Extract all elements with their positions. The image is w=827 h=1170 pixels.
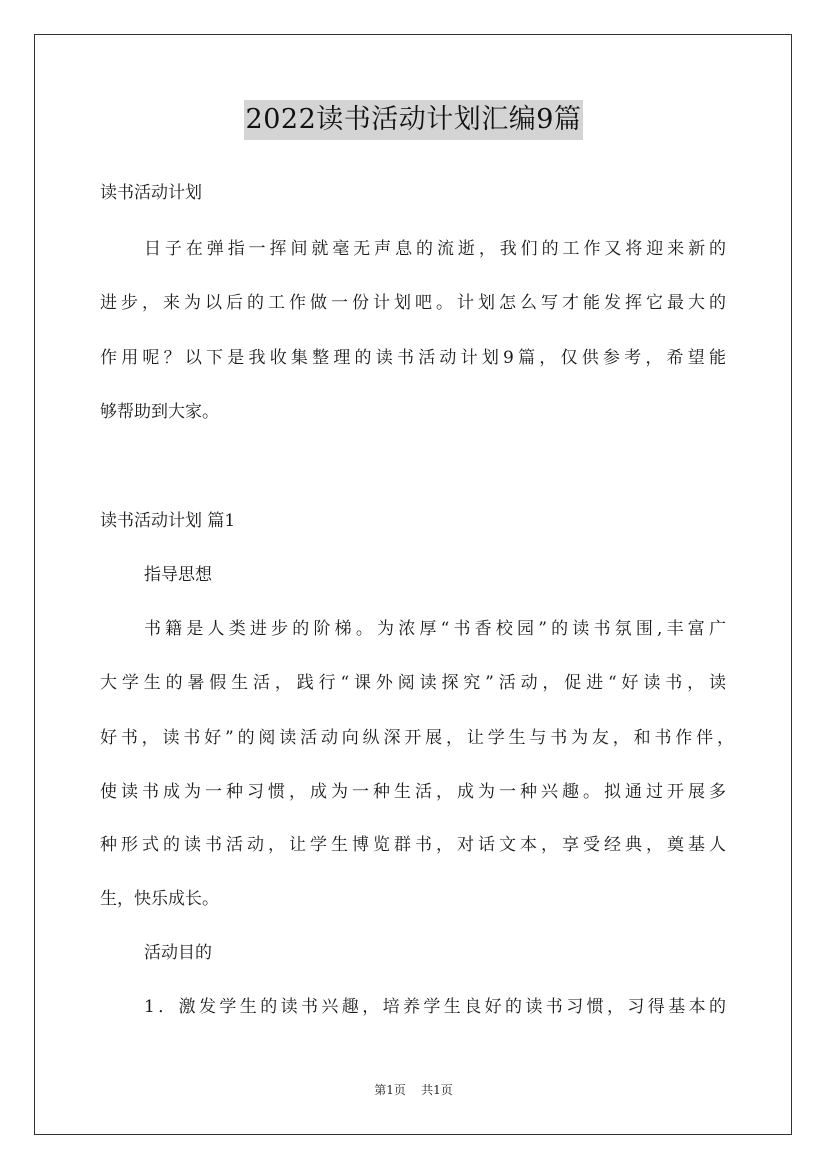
page-footer — [0, 1082, 827, 1098]
title-container — [0, 100, 827, 140]
intro-line-3: 作用呢？以下是我收集整理的读书活动计划9篇，仅供参考，希望能 — [100, 348, 726, 368]
part1-heading: 读书活动计划 篇1 — [100, 511, 236, 531]
document-title: 2022读书活动计划汇编9篇 — [244, 100, 584, 140]
purpose-item-1: 1．激发学生的读书兴趣，培养学生良好的读书习惯，习得基本的 — [144, 997, 726, 1017]
guiding-line-6: 生，快乐成长。 — [100, 889, 219, 909]
intro-line-4: 够帮助到大家。 — [100, 402, 219, 422]
intro-line-2: 进步，来为以后的工作做一份计划吧。计划怎么写才能发挥它最大的 — [100, 293, 726, 313]
guiding-line-1: 书籍是人类进步的阶梯。为浓厚“书香校园”的读书氛围,丰富广 — [144, 619, 726, 639]
footer-page-number: 第1页 — [374, 1083, 406, 1097]
guiding-line-4: 使读书成为一种习惯，成为一种生活，成为一种兴趣。拟通过开展多 — [100, 782, 726, 802]
guiding-line-2: 大学生的暑假生活，践行“课外阅读探究”活动，促进“好读书，读 — [100, 673, 726, 693]
guiding-line-3: 好书，读书好”的阅读活动向纵深开展，让学生与书为友，和书作伴， — [100, 728, 734, 748]
intro-line-1: 日子在弹指一挥间就毫无声息的流逝，我们的工作又将迎来新的 — [144, 239, 726, 259]
guiding-heading: 指导思想 — [144, 565, 212, 585]
footer-spacer — [410, 1083, 418, 1097]
footer-total-pages: 共1页 — [421, 1083, 453, 1097]
section-heading: 读书活动计划 — [100, 183, 202, 203]
guiding-line-5: 种形式的读书活动，让学生博览群书，对话文本，享受经典，奠基人 — [100, 835, 726, 855]
purpose-heading: 活动目的 — [144, 943, 212, 963]
